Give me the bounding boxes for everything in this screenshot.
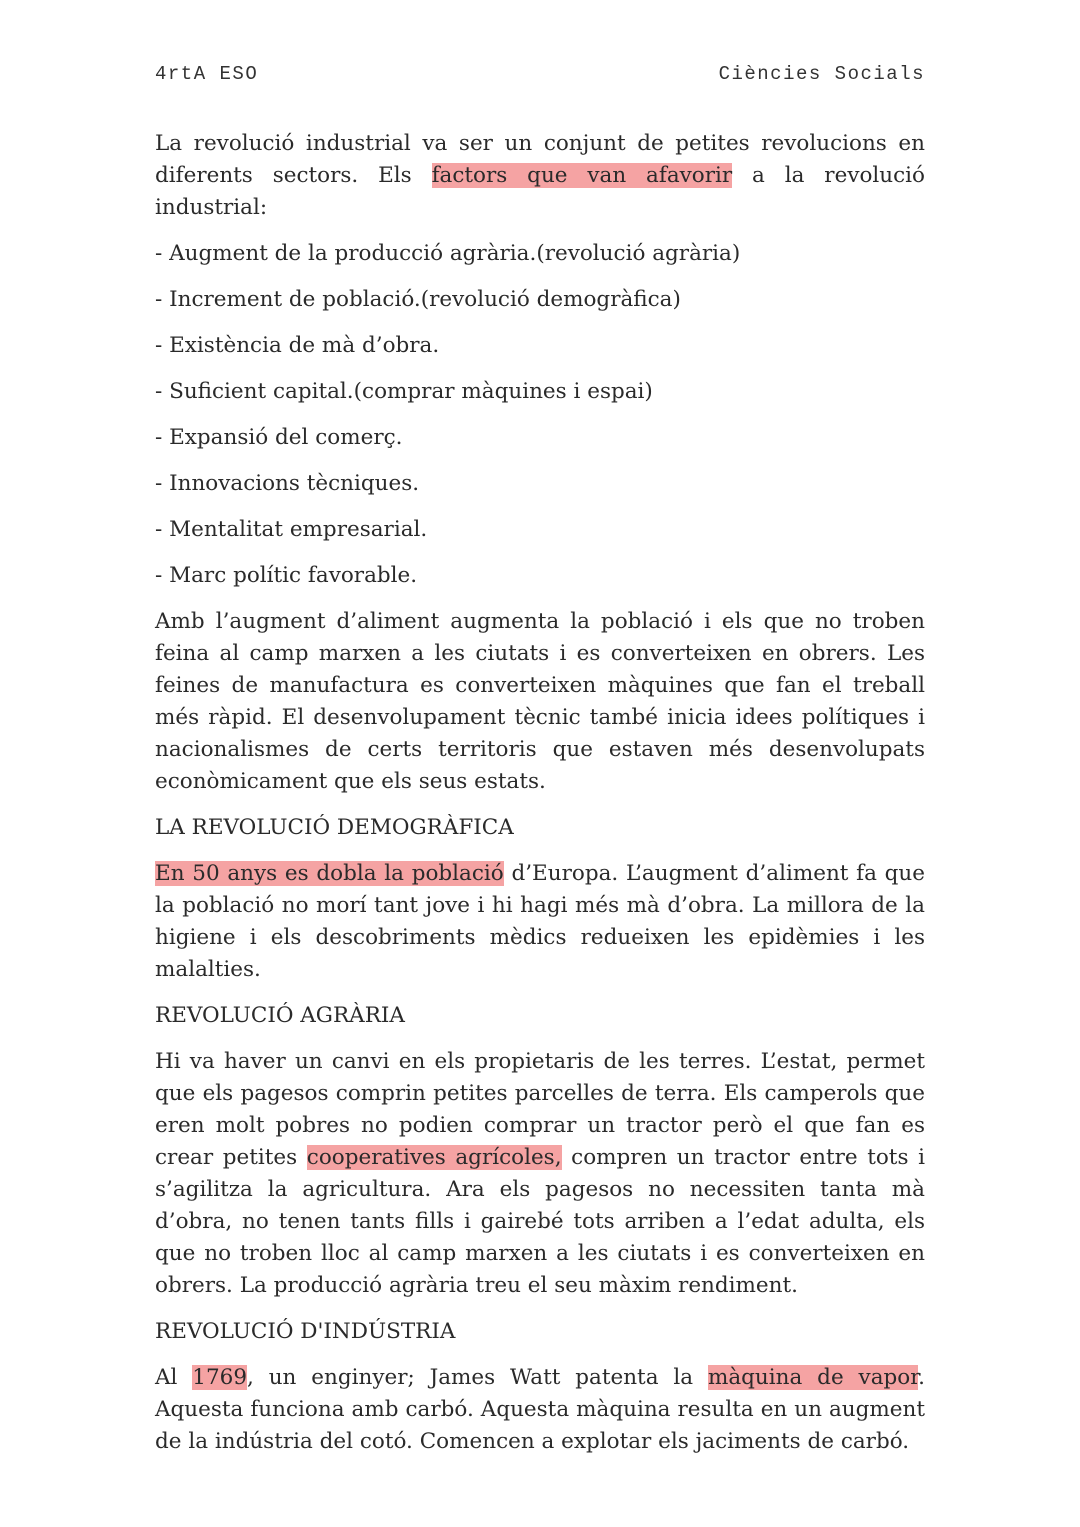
- agrarian-text-after: compren un tractor entre tots i s’agilitza la agricultura. Ara els pagesos no necessiten tanta mà d’obra, no tenen tants fills i gairebé tots arriben a l’edat adulta, els que no troben lloc al camp marxen a les ciutats i es converteixen en obrers. La producció agrària treu el seu màxim rendiment.: [155, 1145, 925, 1298]
- list-item: - Mentalitat empresarial.: [155, 517, 428, 542]
- list-item: - Expansió del comerç.: [155, 425, 403, 450]
- document-body: [155, 128, 925, 1472]
- intro-text-after: a la revolució industrial:: [155, 163, 925, 220]
- intro-text-before: La revolució industrial va ser un conjunt de petites revolucions en diferents sectors. Els: [155, 131, 925, 188]
- highlight-factors: factors que van afavorir: [431, 163, 733, 188]
- highlight-year: 1769: [192, 1365, 247, 1390]
- highlight-population: En 50 anys es dobla la població: [155, 861, 504, 886]
- page-header: [155, 63, 925, 85]
- demographic-paragraph: [155, 858, 925, 986]
- factors-list: [155, 238, 925, 592]
- agrarian-paragraph: [155, 1046, 925, 1302]
- industry-text-2: , un enginyer; James Watt patenta la: [247, 1365, 708, 1390]
- list-item: - Increment de població.(revolució demogràfica): [155, 287, 681, 312]
- list-item: - Existència de mà d’obra.: [155, 333, 440, 358]
- highlight-cooperatives: cooperatives agrícoles,: [306, 1145, 562, 1170]
- header-course: 4rtA ESO: [155, 63, 259, 85]
- list-item: - Marc polític favorable.: [155, 563, 418, 588]
- industry-paragraph: [155, 1362, 925, 1458]
- list-item: - Augment de la producció agrària.(revolució agrària): [155, 241, 741, 266]
- list-item: - Innovacions tècniques.: [155, 471, 420, 496]
- consequences-paragraph: Amb l’augment d’aliment augmenta la població i els que no troben feina al camp marxen a les ciutats i es converteixen en obrers. Les feines de manufactura es converteixen màquines que fan el treball més ràpid. El desenvolupament tècnic també inicia idees polítiques i nacionalismes de certs territoris que estaven més desenvolupats econòmicament que els seus estats.: [155, 609, 925, 794]
- intro-paragraph: [155, 128, 925, 224]
- industry-text-3: . Aquesta funciona amb carbó. Aquesta màquina resulta en un augment de la indústria del cotó. Comencen a explotar els jaciments de carbó.: [155, 1365, 925, 1454]
- section-heading-agrarian: REVOLUCIÓ AGRÀRIA: [155, 1003, 405, 1028]
- demographic-text: d’Europa. L’augment d’aliment fa que la població no morí tant jove i hi hagi més mà d’obra. La millora de la higiene i els descobriments mèdics redueixen les epidèmies i les malalties.: [155, 861, 925, 982]
- agrarian-text-before: Hi va haver un canvi en els propietaris de les terres. L’estat, permet que els pagesos comprin petites parcelles de terra. Els camperols que eren molt pobres no podien comprar un tractor però el que fan es crear petites: [155, 1049, 925, 1170]
- header-subject: Ciències Socials: [718, 63, 925, 85]
- industry-text-1: Al: [155, 1365, 193, 1390]
- highlight-steam-engine: màquina de vapor: [707, 1365, 919, 1390]
- section-heading-demographic: LA REVOLUCIÓ DEMOGRÀFICA: [155, 815, 514, 840]
- section-heading-industry: REVOLUCIÓ D'INDÚSTRIA: [155, 1319, 456, 1344]
- list-item: - Suficient capital.(comprar màquines i espai): [155, 379, 653, 404]
